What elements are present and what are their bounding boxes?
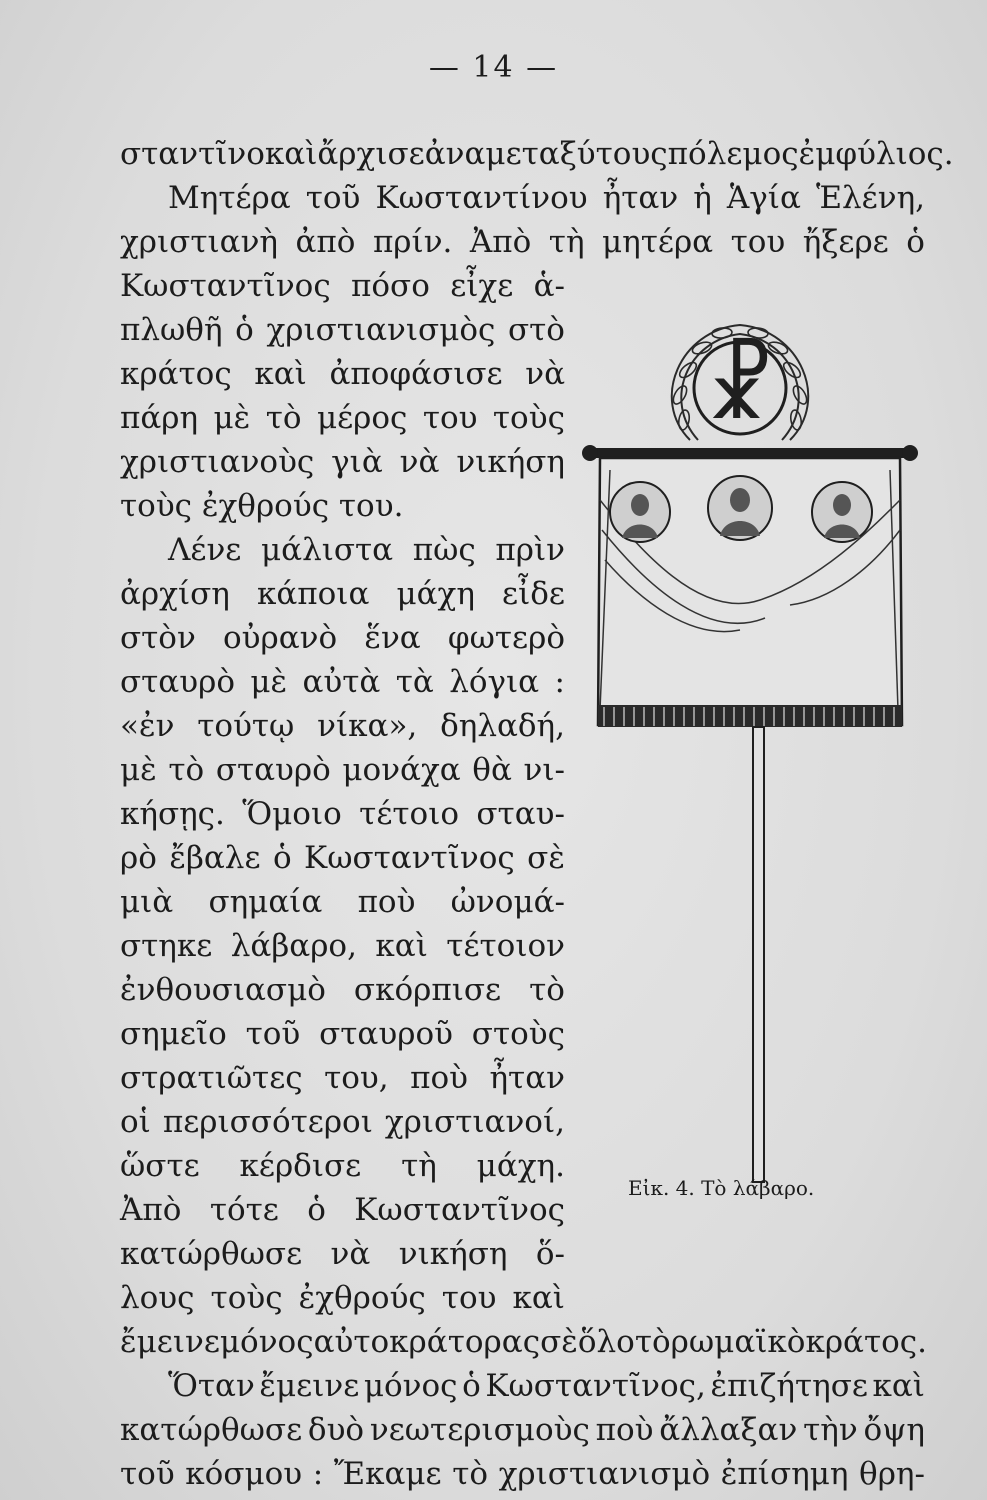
word: ὁ bbox=[462, 1368, 481, 1404]
word: ἦταν bbox=[602, 180, 679, 216]
word: μάχη. bbox=[476, 1148, 565, 1184]
word: τὸ bbox=[634, 1324, 671, 1360]
word: ἐπίσημη bbox=[720, 1456, 849, 1492]
word: νὰ bbox=[399, 444, 440, 480]
text-line bbox=[120, 704, 565, 748]
text-line bbox=[120, 528, 565, 572]
word: δυὸ bbox=[307, 1412, 365, 1448]
word: χριστιανοί, bbox=[384, 1104, 565, 1140]
word: μάλιστα bbox=[260, 532, 394, 568]
word: οἱ bbox=[120, 1104, 151, 1140]
word: στὸν bbox=[120, 620, 196, 656]
text-line bbox=[120, 1012, 565, 1056]
word: τοὺς bbox=[210, 1280, 283, 1316]
text-line bbox=[120, 880, 565, 924]
text-line bbox=[120, 1320, 928, 1364]
text-line bbox=[120, 264, 565, 308]
word: νὰ bbox=[525, 356, 565, 392]
text-line bbox=[120, 1452, 925, 1496]
word: ἁ- bbox=[533, 268, 565, 304]
word: κάποια bbox=[256, 576, 370, 612]
word: εἶδε bbox=[502, 576, 565, 612]
word: του bbox=[441, 1280, 497, 1316]
word: του, bbox=[324, 1060, 389, 1096]
text-line bbox=[120, 440, 565, 484]
word: ὁ bbox=[235, 312, 254, 348]
word: : bbox=[554, 664, 565, 700]
text-line bbox=[120, 220, 925, 264]
word: νι- bbox=[523, 752, 565, 788]
text-line bbox=[120, 660, 565, 704]
text-line bbox=[120, 1232, 565, 1276]
text-line bbox=[120, 748, 565, 792]
word: κράτος. bbox=[805, 1324, 928, 1360]
word: Λένε bbox=[168, 532, 242, 568]
word: τὸ bbox=[452, 1456, 489, 1492]
word: τοῦ bbox=[305, 180, 361, 216]
text-line bbox=[120, 968, 565, 1012]
text-line bbox=[120, 352, 565, 396]
word: μητέρα bbox=[602, 224, 714, 260]
word: κατώρθωσε bbox=[120, 1412, 303, 1448]
word: νικήση bbox=[456, 444, 565, 480]
word: νικήση bbox=[398, 1236, 508, 1272]
word: ἀρχίση bbox=[120, 576, 230, 612]
word: νίκα», bbox=[317, 708, 418, 744]
word: ὠνομά- bbox=[450, 884, 565, 920]
word: θὰ bbox=[472, 752, 512, 788]
labarum-figure bbox=[580, 300, 920, 1200]
word: Κωσταντῖνος, bbox=[485, 1368, 706, 1404]
word: σταυροῦ bbox=[319, 1016, 453, 1052]
word: χριστιανοὺς bbox=[120, 444, 315, 480]
word: Κωσταντῖνος bbox=[304, 840, 515, 876]
text-line bbox=[120, 1408, 925, 1452]
text-line bbox=[120, 924, 565, 968]
word: κράτος bbox=[120, 356, 232, 392]
word: Κωσταντῖνος bbox=[120, 268, 331, 304]
word: ποὺ bbox=[595, 1412, 654, 1448]
word: μέρος bbox=[316, 400, 408, 436]
word: τὴ bbox=[401, 1148, 437, 1184]
word: Κωσταντίνου bbox=[375, 180, 588, 216]
word: τὰ bbox=[395, 664, 434, 700]
word: καὶ bbox=[254, 356, 307, 392]
word: λόγια bbox=[449, 664, 540, 700]
word: μὲ bbox=[250, 664, 288, 700]
word: τὴ bbox=[548, 224, 585, 260]
word: Κωσταντῖνος bbox=[354, 1192, 565, 1228]
word: σὲ bbox=[527, 840, 565, 876]
word: καὶ bbox=[512, 1280, 565, 1316]
word: νὰ bbox=[330, 1236, 371, 1272]
word: σταυρὸ bbox=[120, 664, 235, 700]
word: ρὸ bbox=[120, 840, 157, 876]
chi-rho-icon: ☧ bbox=[705, 336, 775, 439]
word: ἦταν bbox=[489, 1060, 565, 1096]
word: ἐμφύλιος. bbox=[798, 136, 954, 172]
word: Ὅταν bbox=[168, 1368, 255, 1404]
word: κατώρθωσε bbox=[120, 1236, 303, 1272]
word: τέτοιον bbox=[446, 928, 565, 964]
word: ποὺ bbox=[410, 1060, 468, 1096]
word: τότε bbox=[209, 1192, 279, 1228]
word: σταντῖνο bbox=[120, 136, 265, 172]
page-number: — 14 — bbox=[428, 50, 559, 85]
word: ὅ- bbox=[535, 1236, 565, 1272]
word: ρωμαϊκὸ bbox=[670, 1324, 806, 1360]
word: ἤξερε bbox=[802, 224, 889, 260]
word: σημαία bbox=[208, 884, 323, 920]
word: τοῦ bbox=[245, 1016, 301, 1052]
word: πόλεμος bbox=[667, 136, 799, 172]
word: : bbox=[312, 1456, 324, 1492]
word: σὲ bbox=[540, 1324, 578, 1360]
word: νεωτερισμοὺς bbox=[369, 1412, 590, 1448]
word: ὥστε bbox=[120, 1148, 200, 1184]
word: σκόρπισε bbox=[353, 972, 502, 1008]
word: σταυρὸ bbox=[215, 752, 331, 788]
word: καὶ bbox=[264, 136, 318, 172]
word: Ἔκαμε bbox=[333, 1456, 442, 1492]
word: χριστιανὴ bbox=[120, 224, 278, 260]
word: τὸ bbox=[529, 972, 565, 1008]
word: κέρδισε bbox=[239, 1148, 362, 1184]
text-line bbox=[120, 1276, 565, 1320]
text-line bbox=[120, 308, 565, 352]
word: «ἐν bbox=[120, 708, 175, 744]
word: πρὶν bbox=[495, 532, 565, 568]
word: μόνος bbox=[219, 1324, 314, 1360]
text-line bbox=[120, 396, 565, 440]
word: του bbox=[730, 224, 786, 260]
word: ἔμεινε bbox=[259, 1368, 360, 1404]
word: φωτερὸ bbox=[447, 620, 565, 656]
word: σημεῖο bbox=[120, 1016, 227, 1052]
text-line bbox=[120, 1100, 565, 1144]
word: θρη- bbox=[859, 1456, 925, 1492]
word: ποὺ bbox=[357, 884, 416, 920]
word: τὴν bbox=[803, 1412, 858, 1448]
word: οὐρανὸ bbox=[222, 620, 338, 656]
word: ἄρχισε bbox=[317, 136, 425, 172]
text-line bbox=[120, 1144, 565, 1188]
word: ἐπιζήτησε bbox=[710, 1368, 868, 1404]
word: αὐτοκράτορας bbox=[313, 1324, 541, 1360]
word: μὲ bbox=[120, 752, 157, 788]
word: μάχη bbox=[396, 576, 475, 612]
word: ἐχθρούς bbox=[298, 1280, 426, 1316]
word: ἔβαλε bbox=[169, 840, 261, 876]
word: Μητέρα bbox=[168, 180, 291, 216]
text-line bbox=[120, 132, 954, 176]
text-line bbox=[120, 792, 565, 836]
word: του bbox=[422, 400, 478, 436]
word: κήσῃς. bbox=[120, 796, 225, 832]
word: στοὺς bbox=[471, 1016, 565, 1052]
figure-caption: Εἰκ. 4. Τὸ λάβαρο. bbox=[628, 1176, 815, 1200]
word: Ἀπὸ bbox=[120, 1192, 182, 1228]
word: χριστιανισμὸ bbox=[498, 1456, 711, 1492]
word: χριστιανισμὸς bbox=[266, 312, 496, 348]
text-line: τοὺς ἐχθρούς του. bbox=[120, 488, 404, 524]
word: τους bbox=[595, 136, 668, 172]
word: πρίν. bbox=[372, 224, 453, 260]
word: δηλαδή, bbox=[440, 708, 565, 744]
word: ὁ bbox=[307, 1192, 326, 1228]
word: ἡ bbox=[693, 180, 712, 216]
word: μονάχα bbox=[342, 752, 461, 788]
word: λους bbox=[120, 1280, 195, 1316]
text-line bbox=[120, 616, 565, 660]
text-line bbox=[120, 572, 565, 616]
word: ἀποφάσισε bbox=[329, 356, 503, 392]
labarum-banner-icon bbox=[580, 300, 920, 1200]
word: λάβαρο, bbox=[230, 928, 357, 964]
word: ὄψη bbox=[863, 1412, 925, 1448]
word: κόσμου bbox=[185, 1456, 303, 1492]
word: μὲ bbox=[213, 400, 251, 436]
word: ὁ bbox=[906, 224, 925, 260]
word: τοὺς bbox=[492, 400, 565, 436]
word: Ἑλένη, bbox=[815, 180, 925, 216]
text-line bbox=[120, 836, 565, 880]
word: τὸ bbox=[168, 752, 205, 788]
word: ἄλλαξαν bbox=[659, 1412, 798, 1448]
word: πὼς bbox=[412, 532, 476, 568]
word: σταυ- bbox=[476, 796, 565, 832]
word: περισσότεροι bbox=[162, 1104, 373, 1140]
word: εἶχε bbox=[450, 268, 514, 304]
text-line bbox=[120, 1188, 565, 1232]
word: ἀναμεταξύ bbox=[424, 136, 596, 172]
word: ἕνα bbox=[364, 620, 421, 656]
word: ἔμεινε bbox=[120, 1324, 220, 1360]
word: καὶ bbox=[872, 1368, 925, 1404]
word: καὶ bbox=[375, 928, 428, 964]
text-line bbox=[120, 176, 925, 220]
word: πόσο bbox=[351, 268, 430, 304]
word: στρατιῶτες bbox=[120, 1060, 303, 1096]
word: Ἁγία bbox=[726, 180, 801, 216]
text-line bbox=[120, 1056, 565, 1100]
word: στηκε bbox=[120, 928, 213, 964]
word: στὸ bbox=[508, 312, 565, 348]
word: τέτοιο bbox=[359, 796, 460, 832]
word: ἐνθουσιασμὸ bbox=[120, 972, 326, 1008]
word: τὸ bbox=[265, 400, 302, 436]
word: Ὅμοιο bbox=[242, 796, 342, 832]
text-line bbox=[120, 1364, 925, 1408]
word: ὁ bbox=[272, 840, 292, 876]
word: τούτῳ bbox=[197, 708, 295, 744]
word: τοῦ bbox=[120, 1456, 175, 1492]
word: πλωθῆ bbox=[120, 312, 223, 348]
word: Ἀπὸ bbox=[469, 224, 532, 260]
word: μιὰ bbox=[120, 884, 174, 920]
word: ἀπὸ bbox=[295, 224, 356, 260]
word: πάρη bbox=[120, 400, 199, 436]
word: γιὰ bbox=[331, 444, 383, 480]
word: μόνος bbox=[363, 1368, 458, 1404]
word: αὐτὰ bbox=[302, 664, 381, 700]
word: ὅλο bbox=[577, 1324, 635, 1360]
